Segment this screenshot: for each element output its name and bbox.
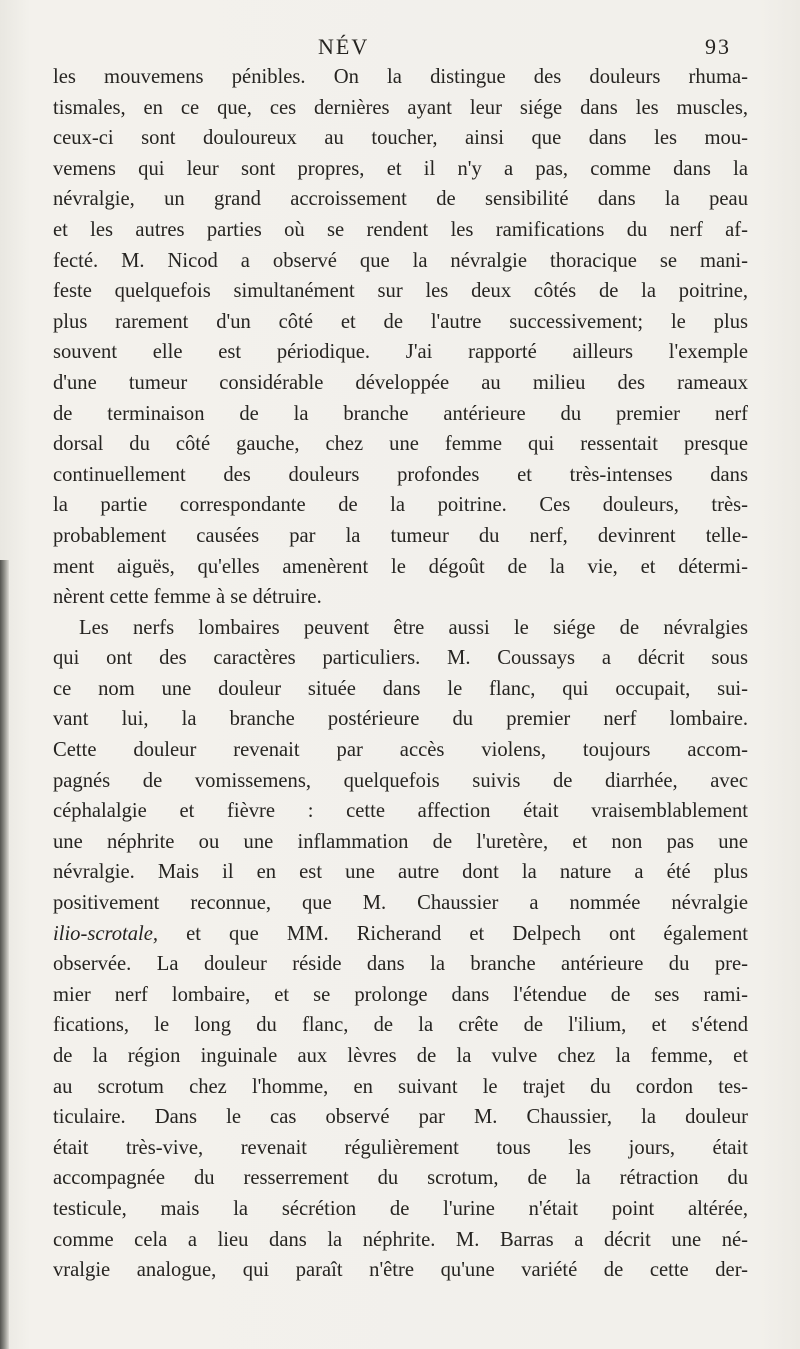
- text-line: ment aiguës, qu'elles amenèrent le dégoût de la vie, et détermi-: [53, 555, 748, 578]
- text-line: ilio-scrotale, et que MM. Richerand et Delpech ont également: [53, 922, 748, 945]
- text-line: et les autres parties où se rendent les ramifications du nerf af-: [53, 218, 748, 241]
- text-line: fecté. M. Nicod a observé que la névralgie thoracique se mani-: [53, 249, 748, 272]
- text-line: probablement causées par la tumeur du nerf, devinrent telle-: [53, 524, 748, 547]
- text-line: accompagnée du resserrement du scrotum, de la rétraction du: [53, 1167, 748, 1190]
- text-line: mier nerf lombaire, et se prolonge dans l'étendue de ses rami-: [53, 983, 748, 1006]
- text-line: vemens qui leur sont propres, et il n'y a pas, comme dans la: [53, 157, 748, 180]
- text-line: qui ont des caractères particuliers. M. Coussays a décrit sous: [53, 647, 748, 670]
- text-line: positivement reconnue, que M. Chaussier a nommée névralgie: [53, 892, 748, 915]
- body-text: [53, 62, 748, 1286]
- text-line: nèrent cette femme à se détruire.: [53, 586, 322, 609]
- text-line: la partie correspondante de la poitrine. Ces douleurs, très-: [53, 494, 748, 517]
- text-line: souvent elle est périodique. J'ai rapporté ailleurs l'exemple: [53, 341, 748, 364]
- text-line: ticulaire. Dans le cas observé par M. Chaussier, la douleur: [53, 1106, 748, 1129]
- text-line: au scrotum chez l'homme, en suivant le trajet du cordon tes-: [53, 1075, 748, 1098]
- text-line: Cette douleur revenait par accès violens, toujours accom-: [53, 739, 748, 762]
- text-line: fications, le long du flanc, de la crête de l'ilium, et s'étend: [53, 1014, 748, 1037]
- text-line: ce nom une douleur située dans le flanc, qui occupait, sui-: [53, 677, 748, 700]
- page-number: 93: [705, 34, 731, 59]
- text-line: vant lui, la branche postérieure du premier nerf lombaire.: [53, 708, 748, 731]
- running-head: [0, 34, 800, 64]
- text-line: une néphrite ou une inflammation de l'uretère, et non pas une: [53, 830, 748, 853]
- italic-term: ilio-scrotale,: [53, 922, 159, 945]
- page-binding-edge: [0, 560, 9, 1349]
- text-line: pagnés de vomissemens, quelquefois suivis de diarrhée, avec: [53, 769, 748, 792]
- text-line: vralgie analogue, qui paraît n'être qu'une variété de cette der-: [53, 1259, 748, 1282]
- text-line: était très-vive, revenait régulièrement tous les jours, était: [53, 1136, 748, 1159]
- text-line: continuellement des douleurs profondes et très-intenses dans: [53, 463, 748, 486]
- text-line: névralgie. Mais il en est une autre dont la nature a été plus: [53, 861, 748, 884]
- text-line: tismales, en ce que, ces dernières ayant leur siége dans les muscles,: [53, 96, 748, 119]
- text-line: Les nerfs lombaires peuvent être aussi le siége de névralgies: [79, 616, 748, 639]
- text-line: céphalalgie et fièvre : cette affection était vraisemblablement: [53, 800, 748, 823]
- text-line: d'une tumeur considérable développée au milieu des rameaux: [53, 371, 748, 394]
- text-line: comme cela a lieu dans la néphrite. M. Barras a décrit une né-: [53, 1228, 748, 1251]
- text-line: plus rarement d'un côté et de l'autre successivement; le plus: [53, 310, 748, 333]
- text-line: ceux-ci sont douloureux au toucher, ainsi que dans les mou-: [53, 127, 748, 150]
- text-line: névralgie, un grand accroissement de sensibilité dans la peau: [53, 188, 748, 211]
- text-line: les mouvemens pénibles. On la distingue des douleurs rhuma-: [53, 66, 748, 88]
- text-line: de la région inguinale aux lèvres de la vulve chez la femme, et: [53, 1045, 748, 1067]
- running-title: NÉV: [318, 34, 370, 59]
- text-line: testicule, mais la sécrétion de l'urine n'était point altérée,: [53, 1197, 748, 1220]
- text-line: feste quelquefois simultanément sur les deux côtés de la poitrine,: [53, 280, 748, 303]
- text-line: de terminaison de la branche antérieure du premier nerf: [53, 402, 748, 425]
- text-line: dorsal du côté gauche, chez une femme qui ressentait presque: [53, 433, 748, 456]
- text-line: observée. La douleur réside dans la branche antérieure du pre-: [53, 953, 748, 976]
